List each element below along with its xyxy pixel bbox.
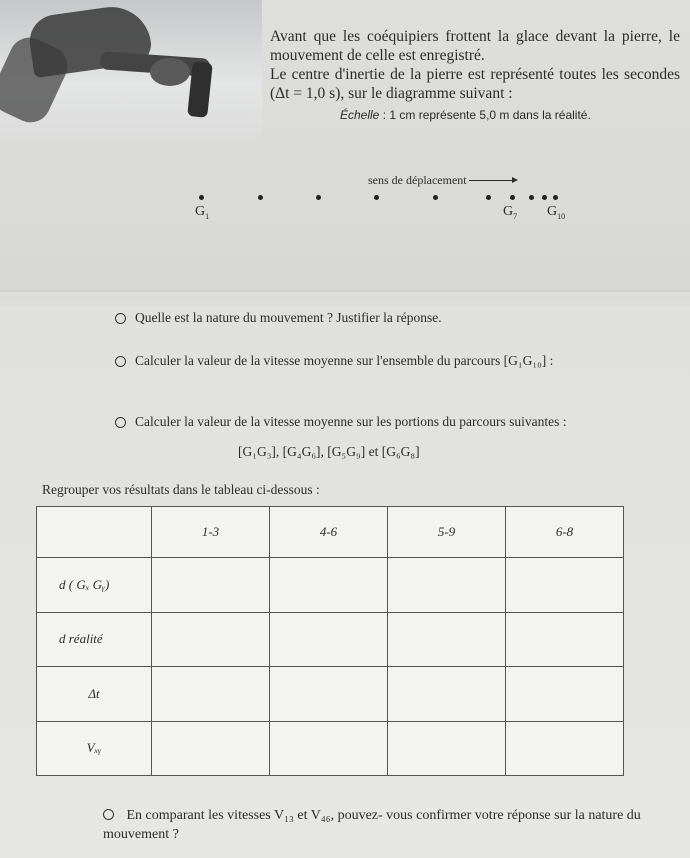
table-cell-empty[interactable] [152,721,270,776]
point-g7 [510,195,515,200]
scale-text: : 1 cm représente 5,0 m dans la réalité. [379,108,591,122]
row-label-velocity: Vₓᵧ [37,721,152,776]
question-2-text: Calculer la valeur de la vitesse moyenne sur l'ensemble du parcours [G₁G₁₀] : [135,353,554,368]
table-row [37,558,624,613]
table-header-cell: 1-3 [152,507,270,558]
interval-list: [G₁G₃], [G₄G₆], [G₅G₉] et [G₆G₈] [238,444,420,459]
table-header-cell [37,507,152,558]
label-g10 [547,204,565,221]
table-row [37,667,624,722]
table-header-cell: 6-8 [506,507,624,558]
point-g2 [258,195,263,200]
row-label-delta-t: Δt [37,667,152,722]
table-cell-empty[interactable] [506,667,624,722]
point-g10 [553,195,558,200]
label-g10-letter: G [547,204,558,219]
table-cell-empty[interactable] [506,721,624,776]
row-label-distance: d ( Gₓ Gᵧ) [37,558,152,613]
table-cell-empty[interactable] [388,667,506,722]
table-cell-empty[interactable] [270,667,388,722]
question-4 [103,806,663,844]
table-cell-empty[interactable] [270,721,388,776]
question-3-text: Calculer la valeur de la vitesse moyenne sur les portions du parcours suivantes : [135,414,567,429]
label-g1-letter: G [195,204,206,219]
table-cell-empty[interactable] [388,612,506,667]
question-1 [115,310,442,326]
results-table [36,506,624,776]
row-label-real-distance: d réalité [37,612,152,667]
circle-bullet-icon [115,356,126,367]
table-header-cell: 5-9 [388,507,506,558]
question-3 [115,414,567,430]
table-row [37,612,624,667]
direction-arrow-icon [469,180,514,181]
section-divider [0,290,690,294]
label-g7-index: 7 [513,211,518,221]
table-cell-empty[interactable] [506,612,624,667]
photo-curling-stone [150,58,190,86]
table-cell-empty[interactable] [388,721,506,776]
point-g1 [199,195,204,200]
label-g10-index: 10 [557,211,566,221]
point-g6 [486,195,491,200]
intro-text [270,27,680,103]
intro-line-1: Avant que les coéquipiers frottent la glace devant la pierre, le mouvement de celle est enregistré. [270,28,680,64]
intro-line-2: Le centre d'inertie de la pierre est représenté toutes les secondes (Δt = 1,0 s), sur le diagramme suivant : [270,66,680,102]
regroup-instruction: Regrouper vos résultats dans le tableau ci-dessous : [42,482,320,497]
label-g7-letter: G [503,204,514,219]
scale-label: Échelle [340,108,380,122]
table-cell-empty[interactable] [388,558,506,613]
direction-indicator [368,173,514,188]
table-cell-empty[interactable] [270,558,388,613]
circle-bullet-icon [103,809,114,820]
point-g5 [433,195,438,200]
table-header-row [37,507,624,558]
table-cell-empty[interactable] [152,612,270,667]
scale-note [340,108,591,122]
label-g7 [503,204,517,221]
table-cell-empty[interactable] [506,558,624,613]
label-g1 [195,204,209,221]
circle-bullet-icon [115,417,126,428]
table-cell-empty[interactable] [270,612,388,667]
table-header-cell: 4-6 [270,507,388,558]
point-g3 [316,195,321,200]
question-4-text: En comparant les vitesses V₁₃ et V₄₆, pouvez- vous confirmer votre réponse sur la nature du mouvement ? [103,808,641,842]
direction-label: sens de déplacement [368,173,467,187]
question-2 [115,353,553,369]
circle-bullet-icon [115,313,126,324]
point-g9 [542,195,547,200]
label-g1-index: 1 [205,211,210,221]
question-1-text: Quelle est la nature du mouvement ? Justifier la réponse. [135,310,442,325]
table-cell-empty[interactable] [152,667,270,722]
curling-photo [0,0,262,140]
point-g8 [529,195,534,200]
table-row [37,721,624,776]
point-g4 [374,195,379,200]
table-cell-empty[interactable] [152,558,270,613]
